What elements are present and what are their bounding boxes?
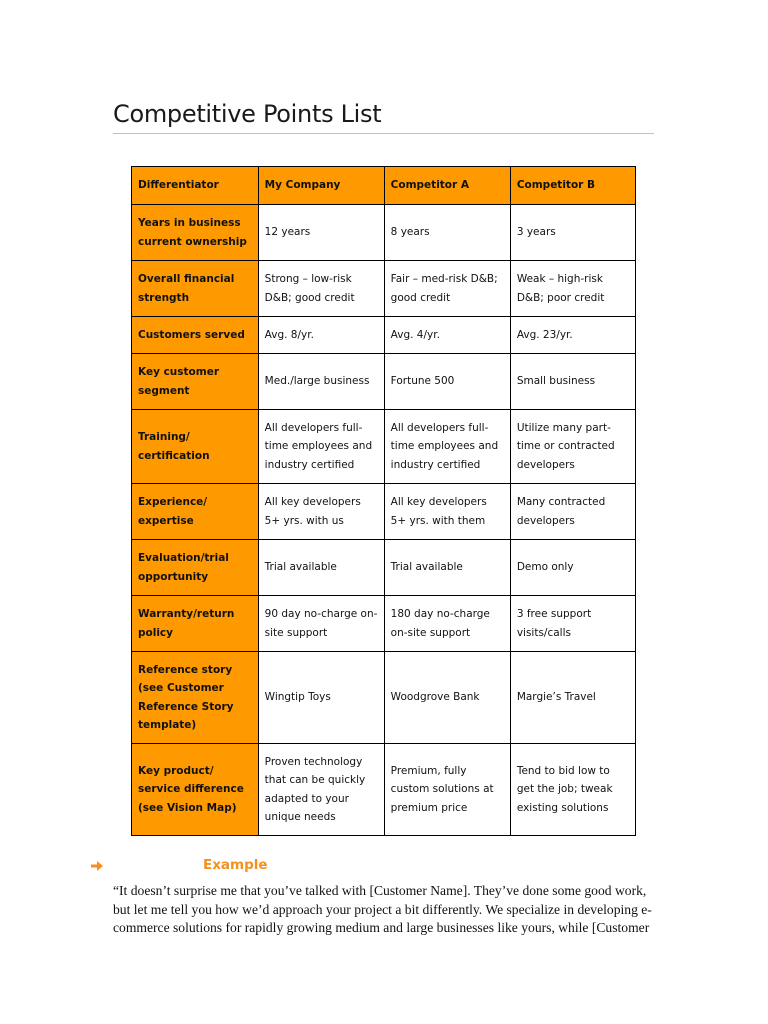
table-cell: All developers full-time employees and industry certified <box>384 410 510 484</box>
table-row <box>132 261 636 317</box>
row-label: Years in business current ownership <box>132 205 259 261</box>
table-cell: 3 years <box>510 205 635 261</box>
title-divider <box>113 133 654 134</box>
page-title: Competitive Points List <box>113 100 382 128</box>
table-cell: Wingtip Toys <box>258 652 384 744</box>
table-row <box>132 540 636 596</box>
table-cell: 12 years <box>258 205 384 261</box>
table-row <box>132 744 636 836</box>
table-cell: Margie’s Travel <box>510 652 635 744</box>
competitive-points-table <box>131 166 636 836</box>
table-row <box>132 652 636 744</box>
table-cell: Avg. 23/yr. <box>510 317 635 354</box>
header-cell-competitor-a: Competitor A <box>384 167 510 205</box>
table-cell: Woodgrove Bank <box>384 652 510 744</box>
table-row <box>132 317 636 354</box>
table-cell: Demo only <box>510 540 635 596</box>
table-cell: All developers full-time employees and industry certified <box>258 410 384 484</box>
header-cell-competitor-b: Competitor B <box>510 167 635 205</box>
table-row <box>132 596 636 652</box>
row-label: Warranty/return policy <box>132 596 259 652</box>
table-cell: Small business <box>510 354 635 410</box>
table-cell: All key developers 5+ yrs. with them <box>384 484 510 540</box>
table-cell: Utilize many part-time or contracted developers <box>510 410 635 484</box>
table-row <box>132 354 636 410</box>
table-row <box>132 410 636 484</box>
table-cell: 3 free support visits/calls <box>510 596 635 652</box>
table-cell: Strong – low-risk D&B; good credit <box>258 261 384 317</box>
row-label: Reference story (see Customer Reference Story template) <box>132 652 259 744</box>
table-cell: Many contracted developers <box>510 484 635 540</box>
row-label: Training/ certification <box>132 410 259 484</box>
table-cell: 90 day no-charge on-site support <box>258 596 384 652</box>
row-label: Experience/ expertise <box>132 484 259 540</box>
table-cell: Tend to bid low to get the job; tweak existing solutions <box>510 744 635 836</box>
row-label: Key product/ service difference (see Vision Map) <box>132 744 259 836</box>
example-heading: Example <box>203 857 268 873</box>
table-cell: 180 day no-charge on-site support <box>384 596 510 652</box>
table-cell: Proven technology that can be quickly adapted to your unique needs <box>258 744 384 836</box>
row-label: Overall financial strength <box>132 261 259 317</box>
table-row <box>132 484 636 540</box>
table-cell: Avg. 4/yr. <box>384 317 510 354</box>
table-header-row <box>132 167 636 205</box>
table-cell: All key developers 5+ yrs. with us <box>258 484 384 540</box>
table-cell: Fair – med-risk D&B; good credit <box>384 261 510 317</box>
table-cell: Trial available <box>258 540 384 596</box>
header-cell-differentiator: Differentiator <box>132 167 259 205</box>
row-label: Customers served <box>132 317 259 354</box>
table-cell: 8 years <box>384 205 510 261</box>
table-row <box>132 205 636 261</box>
table-cell: Med./large business <box>258 354 384 410</box>
table-cell: Weak – high-risk D&B; poor credit <box>510 261 635 317</box>
example-body-text: “It doesn’t surprise me that you’ve talked with [Customer Name]. They’ve done some good work, but let me tell you how we’d approach your project a bit differently. We specialize in developing e-commerce solutions for rapidly growing medium and large businesses like yours, while [Customer <box>113 883 652 936</box>
table-cell: Fortune 500 <box>384 354 510 410</box>
table-cell: Avg. 8/yr. <box>258 317 384 354</box>
arrow-right-icon <box>90 858 104 874</box>
header-cell-my-company: My Company <box>258 167 384 205</box>
row-label: Key customer segment <box>132 354 259 410</box>
row-label: Evaluation/trial opportunity <box>132 540 259 596</box>
table-cell: Premium, fully custom solutions at premium price <box>384 744 510 836</box>
table-cell: Trial available <box>384 540 510 596</box>
